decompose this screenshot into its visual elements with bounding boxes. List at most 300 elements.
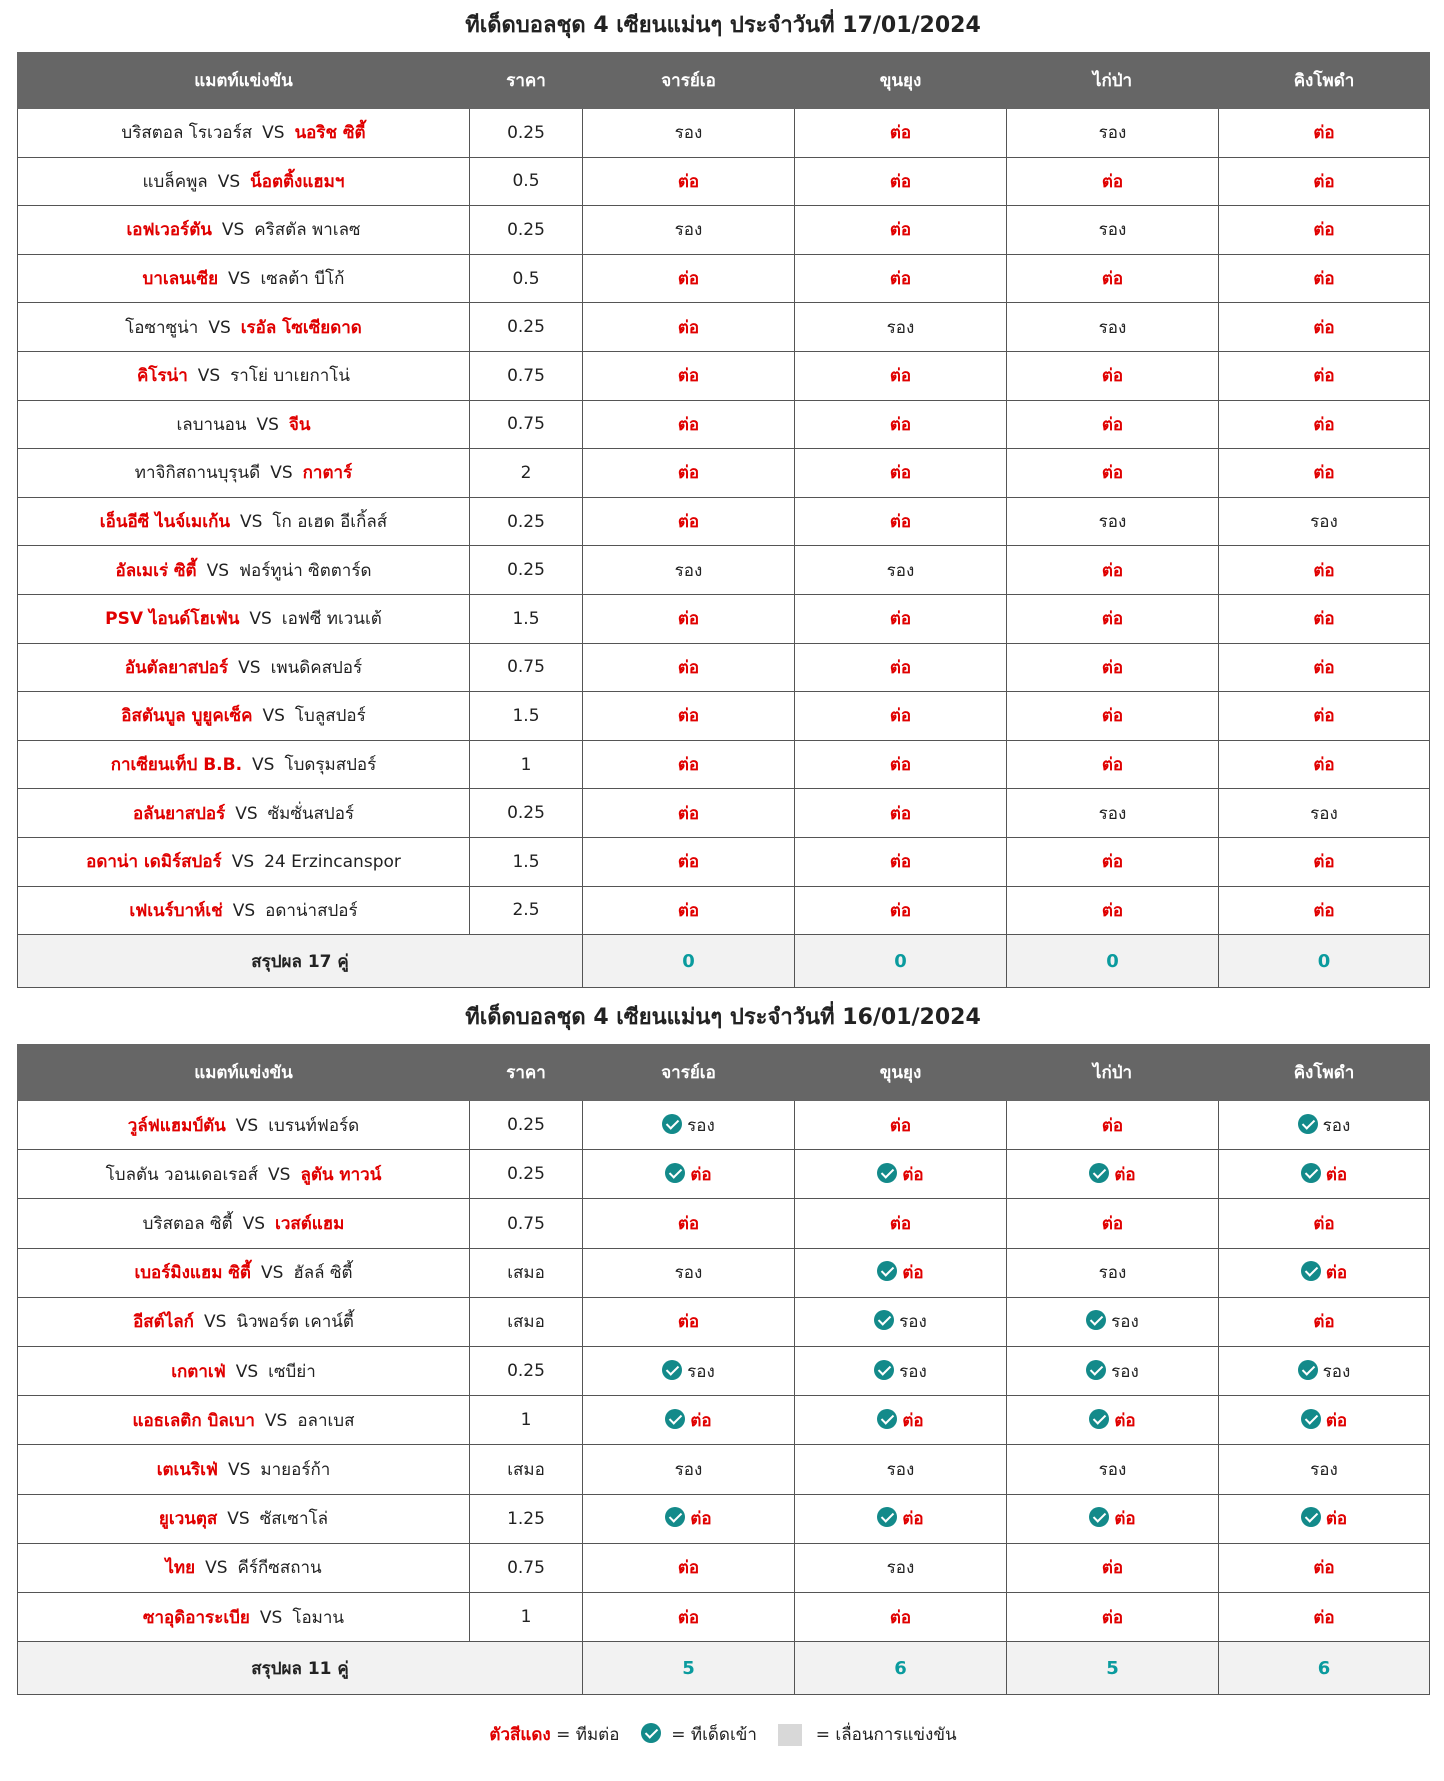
match-cell: [18, 254, 470, 303]
pick-cell: [583, 206, 795, 255]
match-row: [18, 692, 1430, 741]
pick-cell: [1219, 1248, 1430, 1297]
home-team: เบอร์มิงแฮม ซิตี้: [134, 1263, 251, 1284]
pick-cell: [1007, 1543, 1219, 1592]
pick-value: ต่อ: [889, 123, 912, 144]
price-cell: 0.75: [470, 351, 583, 400]
gray-box-icon: [778, 1724, 802, 1746]
home-team: ยูเวนตุส: [158, 1509, 218, 1530]
pick-value: รอง: [899, 1361, 927, 1382]
match-cell: [18, 886, 470, 935]
match-row: [18, 497, 1430, 546]
pick-cell: [1007, 400, 1219, 449]
away-team: ฟอร์ทูน่า ซิตตาร์ด: [239, 560, 372, 581]
away-team: เพนดิคสปอร์: [270, 657, 363, 678]
match-row: [18, 254, 1430, 303]
home-team: อีสต์ไลก์: [133, 1312, 194, 1333]
header-cell: จารย์เอ: [583, 1045, 795, 1101]
pick-value: รอง: [674, 123, 703, 144]
pick-value: ต่อ: [1114, 1410, 1136, 1431]
match-cell: [18, 400, 470, 449]
check-circle-icon: [877, 1409, 897, 1429]
match-cell: [18, 1494, 470, 1543]
pick-cell: [1007, 449, 1219, 498]
vs-label: VS: [260, 1263, 284, 1284]
away-team: มายอร์ก้า: [260, 1460, 331, 1480]
pick-value: ต่อ: [1313, 123, 1335, 144]
pick-value: ต่อ: [677, 463, 700, 484]
pick-value: รอง: [1098, 123, 1127, 144]
check-circle-icon: [1301, 1261, 1321, 1281]
pick-cell: [583, 449, 795, 498]
away-team: คริสตัล พาเลซ: [254, 220, 361, 241]
match-cell: [18, 1592, 470, 1641]
pick-value: ต่อ: [1325, 1509, 1348, 1530]
match-cell: [18, 1150, 470, 1199]
header-cell: คิงโพดำ: [1219, 1045, 1430, 1101]
pick-cell: [795, 206, 1007, 255]
pick-cell: [583, 1592, 795, 1641]
pick-cell: [1219, 1199, 1430, 1248]
pick-cell: [795, 109, 1007, 158]
pick-value: ต่อ: [1101, 657, 1124, 678]
pick-value: ต่อ: [889, 803, 912, 824]
price-cell: 2: [470, 449, 583, 498]
pick-value: ต่อ: [1313, 609, 1335, 630]
vs-label: VS: [227, 1460, 251, 1480]
pick-value: ต่อ: [677, 1558, 700, 1579]
pick-value: ต่อ: [1313, 366, 1335, 387]
pick-value: รอง: [1111, 1312, 1139, 1333]
match-cell: [18, 1347, 470, 1396]
away-team: เบรนท์ฟอร์ด: [268, 1115, 360, 1136]
check-circle-icon: [665, 1409, 685, 1429]
price-cell: 1: [470, 740, 583, 789]
price-cell: 0.75: [470, 1543, 583, 1592]
away-team: คีร์กีซสถาน: [237, 1558, 322, 1579]
pick-value: รอง: [1098, 1460, 1127, 1480]
pick-value: ต่อ: [1325, 1164, 1348, 1185]
vs-label: VS: [232, 900, 256, 921]
pick-value: รอง: [687, 1361, 715, 1382]
pick-value: รอง: [1098, 220, 1127, 241]
away-team: เอฟซี ทเวนเต้: [281, 609, 382, 630]
pick-cell: [1219, 886, 1430, 935]
pick-cell: [795, 303, 1007, 352]
away-team: อดาน่าสปอร์: [265, 900, 358, 921]
vs-label: VS: [256, 414, 279, 435]
match-row: [18, 1494, 1430, 1543]
pick-value: ต่อ: [1101, 706, 1124, 727]
pick-value: ต่อ: [1325, 1263, 1348, 1284]
table1-header-row: [18, 53, 1430, 109]
table1-body: [18, 109, 1430, 988]
header-cell: แมตท์แข่งขัน: [18, 1045, 470, 1101]
price-cell: 0.25: [470, 1150, 583, 1199]
match-cell: [18, 449, 470, 498]
pick-cell: [583, 1445, 795, 1494]
price-cell: 0.25: [470, 1347, 583, 1396]
table2-header-row: [18, 1045, 1430, 1101]
pick-cell: [1007, 886, 1219, 935]
pick-value: ต่อ: [1313, 900, 1335, 921]
pick-value: รอง: [674, 1460, 703, 1480]
vs-label: VS: [205, 1558, 228, 1579]
pick-value: ต่อ: [1101, 1115, 1124, 1136]
pick-value: ต่อ: [1313, 414, 1335, 435]
match-cell: [18, 1396, 470, 1445]
away-team: เซบีย่า: [268, 1361, 316, 1382]
vs-label: VS: [235, 1115, 259, 1136]
vs-label: VS: [228, 269, 251, 290]
pick-cell: [795, 449, 1007, 498]
pick-cell: [795, 400, 1007, 449]
pick-cell: [583, 254, 795, 303]
price-cell: 0.5: [470, 157, 583, 206]
legend-red: [489, 1717, 619, 1753]
pick-cell: [1007, 1150, 1219, 1199]
price-cell: 0.75: [470, 1199, 583, 1248]
vs-label: VS: [270, 463, 293, 484]
summary-label: สรุปผล 11 คู่: [18, 1642, 583, 1695]
away-team: โบดรุมสปอร์: [284, 755, 377, 776]
pick-cell: [583, 1543, 795, 1592]
pick-cell: [795, 594, 1007, 643]
summary-count: 6: [795, 1642, 1007, 1695]
match-row: [18, 886, 1430, 935]
away-team: ฮัลล์ ซิตี้: [293, 1263, 353, 1284]
pick-value: ต่อ: [1114, 1509, 1136, 1530]
match-row: [18, 1347, 1430, 1396]
pick-cell: [583, 400, 795, 449]
header-cell: ราคา: [470, 53, 583, 109]
pick-cell: [1007, 1101, 1219, 1150]
pick-value: ต่อ: [690, 1509, 712, 1530]
pick-cell: [1007, 789, 1219, 838]
summary-count: 0: [1219, 935, 1430, 988]
pick-value: ต่อ: [902, 1164, 924, 1185]
price-cell: 0.75: [470, 400, 583, 449]
pick-cell: [795, 254, 1007, 303]
home-team: บริสตอล โรเวอร์ส: [121, 123, 253, 144]
match-cell: [18, 1543, 470, 1592]
pick-cell: [583, 157, 795, 206]
vs-label: VS: [262, 123, 285, 144]
summary-row: [18, 1642, 1430, 1695]
pick-value: ต่อ: [1313, 1558, 1335, 1579]
away-team: เรอัล โซเซียดาด: [240, 317, 362, 338]
pick-cell: [1219, 1150, 1430, 1199]
pick-value: ต่อ: [677, 171, 700, 192]
match-cell: [18, 1445, 470, 1494]
match-row: [18, 400, 1430, 449]
pick-cell: [795, 837, 1007, 886]
pick-value: ต่อ: [1313, 560, 1335, 581]
away-team: นอริช ซิตี้: [294, 123, 366, 144]
pick-cell: [583, 351, 795, 400]
pick-value: ต่อ: [677, 317, 700, 338]
pick-cell: [1007, 643, 1219, 692]
pick-cell: [1007, 351, 1219, 400]
away-team: น็อตติ้งแฮมฯ: [250, 171, 345, 192]
match-cell: [18, 692, 470, 741]
legend-postponed: [778, 1717, 956, 1753]
pick-value: ต่อ: [1313, 852, 1335, 873]
pick-cell: [795, 1199, 1007, 1248]
price-cell: 0.25: [470, 546, 583, 595]
pick-cell: [583, 546, 795, 595]
pick-value: ต่อ: [1313, 269, 1335, 290]
pick-value: ต่อ: [1313, 706, 1335, 727]
pick-value: ต่อ: [889, 463, 912, 484]
pick-value: ต่อ: [690, 1164, 712, 1185]
away-team: เวสต์แฮม: [275, 1214, 345, 1235]
header-cell: คิงโพดำ: [1219, 53, 1430, 109]
vs-label: VS: [197, 366, 221, 387]
pick-value: รอง: [886, 560, 915, 581]
check-circle-icon: [877, 1507, 897, 1527]
pick-cell: [1007, 546, 1219, 595]
check-circle-icon: [641, 1723, 661, 1743]
pick-value: ต่อ: [889, 1607, 912, 1628]
home-team: PSV ไอนด์โฮเฟ่น: [105, 609, 240, 630]
vs-label: VS: [249, 609, 272, 630]
home-team: เลบานอน: [176, 414, 247, 435]
check-circle-icon: [665, 1507, 685, 1527]
summary-count: 0: [583, 935, 795, 988]
match-cell: [18, 206, 470, 255]
away-team: นิวพอร์ต เคาน์ตี้: [236, 1312, 354, 1333]
pick-value: รอง: [1322, 1361, 1351, 1382]
pick-value: ต่อ: [1325, 1410, 1348, 1431]
vs-label: VS: [262, 706, 285, 727]
summary-label: สรุปผล 17 คู่: [18, 935, 583, 988]
home-team: อลันยาสปอร์: [132, 803, 226, 824]
pick-cell: [795, 1396, 1007, 1445]
away-team: ซัมซั่นสปอร์: [267, 803, 355, 824]
pick-cell: [1219, 837, 1430, 886]
pick-cell: [1219, 1543, 1430, 1592]
match-row: [18, 740, 1430, 789]
pick-cell: [795, 1543, 1007, 1592]
table1-title: ทีเด็ดบอลชุด 4 เซียนแม่นๆ ประจำวันที่ 17/01/2024: [465, 13, 981, 38]
price-cell: 1.25: [470, 1494, 583, 1543]
match-cell: [18, 109, 470, 158]
pick-cell: [1219, 1592, 1430, 1641]
pick-cell: [1219, 206, 1430, 255]
pick-cell: [1219, 1101, 1430, 1150]
legend-check: [641, 1717, 757, 1753]
away-team: โอมาน: [292, 1607, 345, 1628]
home-team: อิสตันบูล บูยูคเซ็ค: [121, 706, 253, 727]
pick-cell: [583, 1101, 795, 1150]
check-circle-icon: [1086, 1310, 1106, 1330]
pick-cell: [795, 643, 1007, 692]
vs-label: VS: [235, 1361, 259, 1382]
pick-cell: [1219, 1396, 1430, 1445]
match-row: [18, 157, 1430, 206]
pick-value: ต่อ: [677, 1312, 700, 1333]
match-row: [18, 1248, 1430, 1297]
pick-cell: [795, 497, 1007, 546]
match-cell: [18, 1199, 470, 1248]
pick-cell: [795, 1347, 1007, 1396]
pick-cell: [1007, 254, 1219, 303]
legend-check-text: = ทีเด็ดเข้า: [671, 1725, 757, 1746]
match-cell: [18, 1297, 470, 1346]
pick-cell: [583, 1199, 795, 1248]
pick-value: ต่อ: [1101, 1558, 1124, 1579]
header-cell: ราคา: [470, 1045, 583, 1101]
pick-cell: [1007, 692, 1219, 741]
home-team: อดาน่า เดมิร์สปอร์: [86, 852, 222, 873]
price-cell: 1.5: [470, 594, 583, 643]
pick-value: ต่อ: [889, 900, 912, 921]
pick-value: รอง: [1098, 803, 1127, 824]
pick-cell: [583, 1150, 795, 1199]
pick-value: ต่อ: [902, 1263, 924, 1284]
pick-cell: [795, 1494, 1007, 1543]
pick-value: รอง: [886, 1558, 915, 1579]
pick-cell: [1219, 740, 1430, 789]
pick-value: ต่อ: [889, 609, 912, 630]
home-team: ไทย: [165, 1558, 196, 1579]
pick-cell: [583, 109, 795, 158]
pick-value: ต่อ: [1101, 609, 1124, 630]
home-team: แบล็คพูล: [142, 171, 208, 192]
match-row: [18, 1150, 1430, 1199]
pick-value: ต่อ: [677, 900, 700, 921]
pick-cell: [583, 303, 795, 352]
vs-label: VS: [264, 1410, 288, 1431]
away-team: ซัสเซาโล่: [259, 1509, 329, 1530]
pick-value: ต่อ: [1101, 463, 1124, 484]
match-cell: [18, 1248, 470, 1297]
pick-value: ต่อ: [1313, 1607, 1335, 1628]
match-row: [18, 351, 1430, 400]
pick-value: รอง: [886, 1460, 915, 1480]
price-cell: 0.25: [470, 109, 583, 158]
pick-value: รอง: [674, 1263, 703, 1284]
check-circle-icon: [1089, 1507, 1109, 1527]
pick-cell: [1007, 1494, 1219, 1543]
pick-value: ต่อ: [677, 1214, 700, 1235]
check-circle-icon: [665, 1163, 685, 1183]
away-team: จีน: [288, 414, 311, 435]
pick-cell: [583, 1347, 795, 1396]
header-cell: ไก่ป่า: [1007, 1045, 1219, 1101]
summary-row: [18, 935, 1430, 988]
vs-label: VS: [217, 171, 241, 192]
pick-value: รอง: [1310, 512, 1338, 533]
home-team: กาเซียนเท็ป B.B.: [110, 755, 243, 776]
match-row: [18, 643, 1430, 692]
pick-cell: [1219, 643, 1430, 692]
pick-value: รอง: [1310, 803, 1338, 824]
pick-value: ต่อ: [1313, 657, 1335, 678]
match-row: [18, 1199, 1430, 1248]
vs-label: VS: [239, 512, 263, 533]
legend-box-text: = เลื่อนการแข่งขัน: [815, 1725, 957, 1746]
home-team: บาเลนเซีย: [142, 269, 219, 290]
price-cell: 0.25: [470, 303, 583, 352]
home-team: ทาจิกิสถานบุรุนดี: [134, 463, 261, 484]
match-cell: [18, 497, 470, 546]
header-cell: ไก่ป่า: [1007, 53, 1219, 109]
pick-value: ต่อ: [1101, 1214, 1124, 1235]
match-row: [18, 206, 1430, 255]
pick-cell: [795, 1445, 1007, 1494]
check-circle-icon: [1301, 1409, 1321, 1429]
check-circle-icon: [874, 1360, 894, 1380]
price-cell: 1.5: [470, 837, 583, 886]
pick-value: รอง: [687, 1115, 715, 1136]
home-team: ซาอุดิอาระเบีย: [142, 1607, 250, 1628]
pick-cell: [1007, 1248, 1219, 1297]
match-cell: [18, 1101, 470, 1150]
pick-cell: [1219, 254, 1430, 303]
pick-cell: [1219, 157, 1430, 206]
away-team: 24 Erzincanspor: [264, 852, 401, 873]
pick-value: ต่อ: [677, 366, 700, 387]
home-team: โบลตัน วอนเดอเรอส์: [105, 1164, 259, 1185]
price-cell: 0.25: [470, 789, 583, 838]
pick-value: ต่อ: [677, 1607, 700, 1628]
match-cell: [18, 303, 470, 352]
check-circle-icon: [877, 1261, 897, 1281]
pick-cell: [795, 1248, 1007, 1297]
pick-cell: [1007, 1347, 1219, 1396]
pick-cell: [583, 1297, 795, 1346]
pick-cell: [795, 1150, 1007, 1199]
pick-cell: [1007, 1592, 1219, 1641]
vs-label: VS: [203, 1312, 227, 1333]
pick-value: รอง: [1098, 317, 1127, 338]
pick-value: ต่อ: [1101, 171, 1124, 192]
home-team: อันตัลยาสปอร์: [124, 657, 229, 678]
vs-label: VS: [238, 657, 261, 678]
pick-cell: [1007, 1297, 1219, 1346]
pick-value: ต่อ: [889, 269, 912, 290]
vs-label: VS: [231, 852, 255, 873]
match-row: [18, 109, 1430, 158]
match-row: [18, 1592, 1430, 1641]
pick-cell: [1219, 497, 1430, 546]
pick-cell: [1007, 303, 1219, 352]
check-circle-icon: [877, 1163, 897, 1183]
vs-label: VS: [242, 1214, 266, 1235]
price-cell: 0.5: [470, 254, 583, 303]
home-team: เฟเนร์บาห์เช่: [129, 900, 223, 921]
pick-cell: [583, 692, 795, 741]
vs-label: VS: [268, 1164, 291, 1185]
pick-cell: [583, 1248, 795, 1297]
vs-label: VS: [206, 560, 229, 581]
away-team: เซลต้า บีโก้: [260, 269, 345, 290]
pick-value: รอง: [886, 317, 915, 338]
pick-value: ต่อ: [1313, 220, 1335, 241]
pick-cell: [1219, 1347, 1430, 1396]
pick-cell: [1219, 449, 1430, 498]
pick-value: ต่อ: [889, 220, 912, 241]
pick-value: ต่อ: [690, 1410, 712, 1431]
price-cell: 0.25: [470, 497, 583, 546]
vs-label: VS: [252, 755, 275, 776]
pick-cell: [1007, 837, 1219, 886]
pick-value: ต่อ: [1101, 414, 1124, 435]
header-cell: แมตท์แข่งขัน: [18, 53, 470, 109]
pick-cell: [583, 1396, 795, 1445]
